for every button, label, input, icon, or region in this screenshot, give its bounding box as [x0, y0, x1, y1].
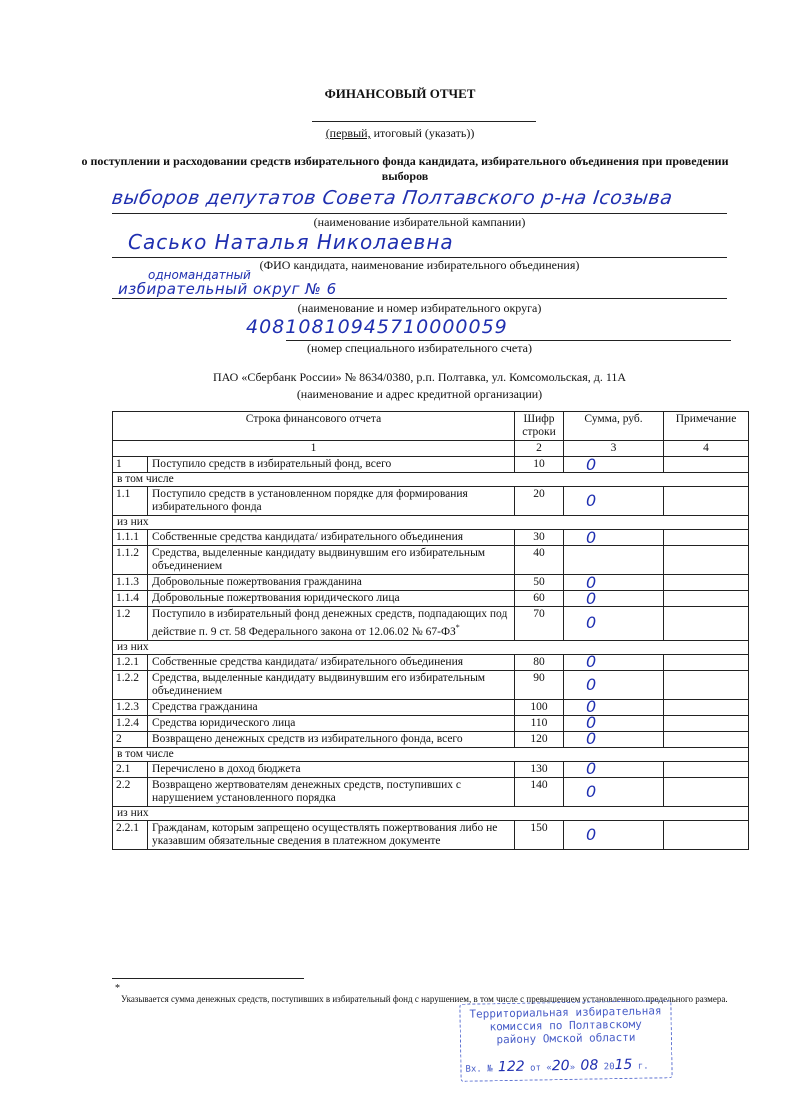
footnote-text-content: Указывается сумма денежных средств, поступивших в избирательный фонд с нарушением, в том числе с превышением установленного предельного размера. [121, 994, 728, 1004]
row-code: 30 [515, 530, 564, 546]
row-number: 1.1.2 [113, 546, 148, 575]
row-text: Средства, выделенные кандидату выдвинувшим его избирательным объединением [148, 546, 515, 575]
account-caption: (номер специального избирательного счета) [307, 341, 532, 355]
row-note [664, 731, 749, 747]
row-number: 1.1.3 [113, 575, 148, 591]
row-note [664, 670, 749, 699]
stamp-reg-prefix: Вх. № [465, 1064, 493, 1075]
row-code: 10 [515, 457, 564, 473]
row-note [664, 546, 749, 575]
group-label-row [113, 516, 749, 530]
row-code: 150 [515, 820, 564, 849]
table-row [113, 530, 749, 546]
row-sum: 0 [564, 607, 664, 641]
row-sum: 0 [564, 731, 664, 747]
row-code: 70 [515, 607, 564, 641]
row-text: Возвращено денежных средств из избирательного фонда, всего [148, 731, 515, 747]
row-text: Возвращено жертвователям денежных средств, поступивших с нарушением установленного порядка [148, 777, 515, 806]
report-type-first: (первый, [325, 126, 371, 140]
row-number: 2 [113, 731, 148, 747]
row-sum [564, 546, 664, 575]
header-code: Шифр строки [515, 412, 564, 441]
table-row [113, 654, 749, 670]
stamp-reg-year-prefix: 20 [603, 1062, 615, 1073]
candidate-handwritten: Сасько Наталья Николаевна [128, 230, 454, 254]
row-text: Добровольные пожертвования гражданина [148, 575, 515, 591]
row-text: Средства гражданина [148, 699, 515, 715]
row-sum: 0 [564, 530, 664, 546]
footnote-ref: * [455, 623, 460, 632]
district-handwritten-2: избирательный округ № 6 [118, 280, 337, 298]
row-text: Поступило в избирательный фонд денежных средств, подпадающих под действие п. 9 ст. 58 Федерального закона от 12.06.02 № 67-ФЗ* [148, 607, 515, 641]
header-row-label: Строка финансового отчета [113, 412, 515, 441]
row-number: 1.1 [113, 487, 148, 516]
row-code: 50 [515, 575, 564, 591]
row-number: 2.1 [113, 761, 148, 777]
row-code: 20 [515, 487, 564, 516]
stamp-line-3: району Омской области [496, 1030, 636, 1047]
row-note [664, 607, 749, 641]
stamp-reg-suffix: г. [637, 1061, 649, 1072]
row-text: Добровольные пожертвования юридического лица [148, 591, 515, 607]
stamp-line-2: комиссия по Полтавскому [489, 1017, 642, 1034]
column-numbers-row [113, 441, 749, 457]
group-label-row [113, 806, 749, 820]
row-text: Поступило средств в избирательный фонд, всего [148, 457, 515, 473]
row-code: 100 [515, 699, 564, 715]
col-number-2: 2 [515, 441, 564, 457]
row-sum: 0 [564, 699, 664, 715]
row-number: 1 [113, 457, 148, 473]
row-note [664, 487, 749, 516]
row-text: Гражданам, которым запрещено осуществлять пожертвования либо не указавшим обязательные сведения в платежном документе [148, 820, 515, 849]
row-sum: 0 [564, 457, 664, 473]
stamp-reg-month: 08 [580, 1057, 599, 1074]
group-label-row [113, 747, 749, 761]
row-sum: 0 [564, 820, 664, 849]
campaign-caption: (наименование избирательной кампании) [313, 215, 526, 229]
row-code: 80 [515, 654, 564, 670]
report-type [0, 126, 800, 141]
footnote-mark: * [115, 983, 120, 994]
bank-name: ПАО «Сбербанк России» № 8634/0380, р.п. Полтавка, ул. Комсомольская, д. 11А [212, 370, 627, 384]
bank-block [112, 369, 727, 403]
table-row [113, 777, 749, 806]
group-label-row [113, 640, 749, 654]
row-number: 1.2.4 [113, 715, 148, 731]
row-sum: 0 [564, 670, 664, 699]
stamp-reg-mid: » [569, 1062, 576, 1073]
row-code: 130 [515, 761, 564, 777]
row-number: 1.1.1 [113, 530, 148, 546]
stamp-text [460, 1004, 671, 1047]
table-body [113, 454, 749, 850]
group-label: в том числе [113, 747, 749, 761]
row-number: 1.2 [113, 607, 148, 641]
row-text: Перечислено в доход бюджета [148, 761, 515, 777]
district-caption: (наименование и номер избирательного округа) [297, 301, 542, 315]
row-sum: 0 [564, 715, 664, 731]
stamp-reg-from: от « [530, 1063, 552, 1074]
row-sum: 0 [564, 591, 664, 607]
row-note [664, 654, 749, 670]
group-label-row [113, 473, 749, 487]
report-subject: о поступлении и расходовании средств избирательного фонда кандидата, избирательного объединения при проведении выборов [81, 154, 729, 183]
table-row [113, 457, 749, 473]
row-note [664, 715, 749, 731]
header-sum: Сумма, руб. [564, 412, 664, 441]
row-text: Поступило средств в установленном порядке для формирования избирательного фонда [148, 487, 515, 516]
row-text: Собственные средства кандидата/ избирательного объединения [148, 530, 515, 546]
col-number-1: 1 [113, 441, 515, 457]
row-code: 60 [515, 591, 564, 607]
row-sum: 0 [564, 761, 664, 777]
table-row [113, 487, 749, 516]
district-handwritten-1: одномандатный [148, 268, 251, 282]
financial-table [112, 411, 749, 850]
row-code: 40 [515, 546, 564, 575]
table-row [113, 591, 749, 607]
row-note [664, 530, 749, 546]
district-line [112, 298, 727, 299]
row-note [664, 457, 749, 473]
report-type-rest: итоговый (указать)) [370, 126, 475, 140]
row-number: 2.2 [113, 777, 148, 806]
row-note [664, 820, 749, 849]
row-number: 1.2.3 [113, 699, 148, 715]
row-number: 1.2.1 [113, 654, 148, 670]
table-row [113, 607, 749, 641]
stamp-reg-number: 122 [497, 1058, 525, 1076]
table-header-row [113, 412, 749, 441]
registration-stamp [459, 1000, 672, 1082]
row-note [664, 761, 749, 777]
row-sum: 0 [564, 654, 664, 670]
table-row [113, 699, 749, 715]
col-number-4: 4 [664, 441, 749, 457]
col-number-3: 3 [564, 441, 664, 457]
campaign-line [112, 213, 727, 214]
header-note: Примечание [664, 412, 749, 441]
account-handwritten: 40810810945710000059 [246, 316, 508, 338]
table-row [113, 820, 749, 849]
row-code: 110 [515, 715, 564, 731]
row-code: 90 [515, 670, 564, 699]
row-number: 1.1.4 [113, 591, 148, 607]
table-row [113, 715, 749, 731]
row-text: Собственные средства кандидата/ избирательного объединения [148, 654, 515, 670]
group-label: из них [113, 640, 749, 654]
row-text: Средства, выделенные кандидату выдвинувшим его избирательным объединением [148, 670, 515, 699]
stamp-registration [465, 1057, 648, 1076]
row-note [664, 777, 749, 806]
stamp-reg-day: 20 [551, 1057, 570, 1075]
stamp-reg-year: 15 [614, 1056, 633, 1074]
bank-caption: (наименование и адрес кредитной организации) [296, 387, 543, 401]
table-row [113, 546, 749, 575]
group-label: из них [113, 806, 749, 820]
table-row [113, 670, 749, 699]
table-row [113, 575, 749, 591]
report-type-line [312, 121, 536, 122]
campaign-handwritten: выборов депутатов Совета Полтавского р-на Iсозыва [110, 187, 674, 209]
row-sum: 0 [564, 777, 664, 806]
row-code: 120 [515, 731, 564, 747]
stamp-line-1: Территориальная избирательная [469, 1004, 662, 1021]
row-code: 140 [515, 777, 564, 806]
table-row [113, 761, 749, 777]
row-number: 1.2.2 [113, 670, 148, 699]
row-note [664, 591, 749, 607]
row-text: Средства юридического лица [148, 715, 515, 731]
group-label: в том числе [113, 473, 749, 487]
row-note [664, 699, 749, 715]
table-row [113, 731, 749, 747]
document-title: ФИНАНСОВЫЙ ОТЧЕТ [324, 86, 476, 101]
row-sum: 0 [564, 487, 664, 516]
footnote-separator [112, 978, 304, 979]
group-label: из них [113, 516, 749, 530]
row-sum: 0 [564, 575, 664, 591]
candidate-caption: (ФИО кандидата, наименование избирательного объединения) [259, 258, 580, 272]
row-number: 2.2.1 [113, 820, 148, 849]
row-note [664, 575, 749, 591]
